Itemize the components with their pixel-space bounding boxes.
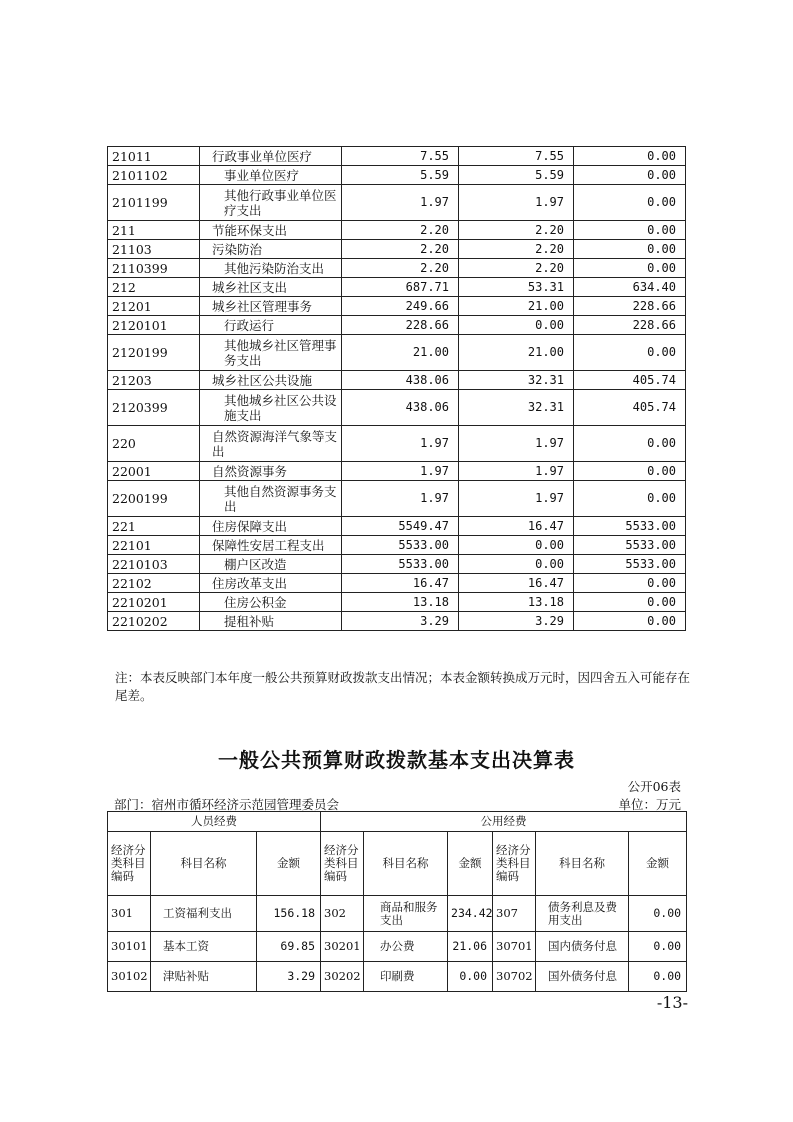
subject-code: 220 xyxy=(108,426,200,462)
table-row xyxy=(108,259,686,278)
personnel-amount: 3.29 xyxy=(257,962,321,992)
project-expenditure: 0.00 xyxy=(574,335,686,371)
public-code-2: 30701 xyxy=(493,932,536,962)
total-amount: 5549.47 xyxy=(342,517,459,536)
basic-expenditure: 1.97 xyxy=(459,462,574,481)
total-amount: 7.55 xyxy=(342,147,459,166)
personnel-code: 30102 xyxy=(108,962,151,992)
table-row xyxy=(108,185,686,221)
table-row xyxy=(108,932,687,962)
subject-name: 城乡社区管理事务 xyxy=(200,297,342,316)
subject-name: 城乡社区公共设施 xyxy=(200,371,342,390)
table-row xyxy=(108,481,686,517)
public-amount-2: 0.00 xyxy=(629,896,687,932)
total-amount: 1.97 xyxy=(342,462,459,481)
subject-code: 21103 xyxy=(108,240,200,259)
subject-name: 住房保障支出 xyxy=(200,517,342,536)
personnel-name: 工资福利支出 xyxy=(151,896,257,932)
header-amount-public: 金额 xyxy=(448,832,493,896)
subject-code: 221 xyxy=(108,517,200,536)
subject-code: 212 xyxy=(108,278,200,297)
subject-code: 2120101 xyxy=(108,316,200,335)
basic-expenditure: 2.20 xyxy=(459,259,574,278)
total-amount: 2.20 xyxy=(342,259,459,278)
public-name: 印刷费 xyxy=(364,962,448,992)
total-amount: 13.18 xyxy=(342,593,459,612)
subject-name: 事业单位医疗 xyxy=(200,166,342,185)
table-row xyxy=(108,612,686,631)
project-expenditure: 0.00 xyxy=(574,612,686,631)
subject-code: 2210201 xyxy=(108,593,200,612)
public-amount: 21.06 xyxy=(448,932,493,962)
total-amount: 21.00 xyxy=(342,335,459,371)
subject-code: 2101102 xyxy=(108,166,200,185)
personnel-amount: 69.85 xyxy=(257,932,321,962)
public-code-2: 307 xyxy=(493,896,536,932)
project-expenditure: 0.00 xyxy=(574,574,686,593)
basic-expenditure: 0.00 xyxy=(459,316,574,335)
total-amount: 1.97 xyxy=(342,426,459,462)
table-row xyxy=(108,371,686,390)
personnel-code: 30101 xyxy=(108,932,151,962)
subject-name: 行政运行 xyxy=(200,316,342,335)
subject-code: 211 xyxy=(108,221,200,240)
header-amount-public-2: 金额 xyxy=(629,832,687,896)
subject-name: 节能环保支出 xyxy=(200,221,342,240)
project-expenditure: 5533.00 xyxy=(574,517,686,536)
table-row xyxy=(108,390,686,426)
total-amount: 687.71 xyxy=(342,278,459,297)
personnel-code: 301 xyxy=(108,896,151,932)
project-expenditure: 228.66 xyxy=(574,316,686,335)
basic-expenditure: 0.00 xyxy=(459,555,574,574)
subject-name: 提租补贴 xyxy=(200,612,342,631)
table-row xyxy=(108,555,686,574)
basic-expenditure: 5.59 xyxy=(459,166,574,185)
public-code: 302 xyxy=(321,896,364,932)
basic-expenditure: 21.00 xyxy=(459,297,574,316)
subject-code: 22102 xyxy=(108,574,200,593)
subject-name: 其他污染防治支出 xyxy=(200,259,342,278)
total-amount: 2.20 xyxy=(342,221,459,240)
project-expenditure: 405.74 xyxy=(574,371,686,390)
subject-name: 棚户区改造 xyxy=(200,555,342,574)
header-code-personnel: 经济分类科目编码 xyxy=(108,832,151,896)
basic-expenditure: 2.20 xyxy=(459,221,574,240)
table-row xyxy=(108,574,686,593)
subject-code: 2101199 xyxy=(108,185,200,221)
group-header-personnel: 人员经费 xyxy=(108,812,321,832)
header-amount-personnel: 金额 xyxy=(257,832,321,896)
table-row xyxy=(108,278,686,297)
unit-label: 单位：万元 xyxy=(618,797,681,812)
project-expenditure: 0.00 xyxy=(574,259,686,278)
total-amount: 438.06 xyxy=(342,390,459,426)
basic-expenditure: 32.31 xyxy=(459,371,574,390)
page-number: -13- xyxy=(656,993,688,1012)
subject-code: 21011 xyxy=(108,147,200,166)
project-expenditure: 0.00 xyxy=(574,481,686,517)
project-expenditure: 0.00 xyxy=(574,147,686,166)
expenditure-table-body xyxy=(108,147,686,631)
total-amount: 228.66 xyxy=(342,316,459,335)
table-row xyxy=(108,517,686,536)
header-name-public: 科目名称 xyxy=(364,832,448,896)
public-code: 30202 xyxy=(321,962,364,992)
public-code-2: 30702 xyxy=(493,962,536,992)
subject-name: 其他自然资源事务支出 xyxy=(200,481,342,517)
public-name-2: 国外债务付息 xyxy=(536,962,629,992)
basic-expenditure: 1.97 xyxy=(459,481,574,517)
basic-expenditure: 13.18 xyxy=(459,593,574,612)
subject-name: 其他城乡社区公共设施支出 xyxy=(200,390,342,426)
project-expenditure: 0.00 xyxy=(574,426,686,462)
table-row xyxy=(108,536,686,555)
header-name-personnel: 科目名称 xyxy=(151,832,257,896)
public-amount-2: 0.00 xyxy=(629,932,687,962)
table-row xyxy=(108,147,686,166)
table-note: 注：本表反映部门本年度一般公共预算财政拨款支出情况；本表金额转换成万元时，因四舍五入可能存在尾差。 xyxy=(115,670,691,703)
total-amount: 1.97 xyxy=(342,481,459,517)
personnel-name: 基本工资 xyxy=(151,932,257,962)
public-code: 30201 xyxy=(321,932,364,962)
public-amount: 234.42 xyxy=(448,896,493,932)
subject-name: 自然资源事务 xyxy=(200,462,342,481)
total-amount: 438.06 xyxy=(342,371,459,390)
subject-code: 2120199 xyxy=(108,335,200,371)
basic-expenditure: 1.97 xyxy=(459,185,574,221)
total-amount: 5533.00 xyxy=(342,536,459,555)
subject-code: 2120399 xyxy=(108,390,200,426)
subject-name: 其他行政事业单位医疗支出 xyxy=(200,185,342,221)
subject-name: 行政事业单位医疗 xyxy=(200,147,342,166)
subject-name: 城乡社区支出 xyxy=(200,278,342,297)
project-expenditure: 634.40 xyxy=(574,278,686,297)
table-row xyxy=(108,335,686,371)
basic-expenditure: 2.20 xyxy=(459,240,574,259)
project-expenditure: 0.00 xyxy=(574,593,686,612)
subject-code: 2210103 xyxy=(108,555,200,574)
public-amount-2: 0.00 xyxy=(629,962,687,992)
project-expenditure: 0.00 xyxy=(574,240,686,259)
public-amount: 0.00 xyxy=(448,962,493,992)
total-amount: 1.97 xyxy=(342,185,459,221)
total-amount: 2.20 xyxy=(342,240,459,259)
expenditure-table-continued xyxy=(107,146,686,631)
basic-expenditure: 0.00 xyxy=(459,536,574,555)
subject-name: 住房公积金 xyxy=(200,593,342,612)
table-row xyxy=(108,896,687,932)
total-amount: 5.59 xyxy=(342,166,459,185)
project-expenditure: 228.66 xyxy=(574,297,686,316)
group-header-public: 公用经费 xyxy=(321,812,687,832)
table-row xyxy=(108,962,687,992)
subject-name: 污染防治 xyxy=(200,240,342,259)
header-code-public: 经济分类科目编码 xyxy=(321,832,364,896)
table-row xyxy=(108,426,686,462)
table-row xyxy=(108,316,686,335)
table-number: 公开06表 xyxy=(627,779,681,794)
public-name-2: 债务利息及费用支出 xyxy=(536,896,629,932)
table-row xyxy=(108,166,686,185)
subject-name: 自然资源海洋气象等支出 xyxy=(200,426,342,462)
subject-code: 2210202 xyxy=(108,612,200,631)
total-amount: 16.47 xyxy=(342,574,459,593)
public-name: 商品和服务支出 xyxy=(364,896,448,932)
department-label: 部门：宿州市循环经济示范园管理委员会 xyxy=(114,797,340,812)
basic-expenditure: 7.55 xyxy=(459,147,574,166)
table-row xyxy=(108,240,686,259)
subject-name: 保障性安居工程支出 xyxy=(200,536,342,555)
public-name-2: 国内债务付息 xyxy=(536,932,629,962)
personnel-name: 津贴补贴 xyxy=(151,962,257,992)
basic-expenditure: 1.97 xyxy=(459,426,574,462)
project-expenditure: 0.00 xyxy=(574,185,686,221)
basic-expenditure-table xyxy=(107,811,687,992)
subject-code: 22101 xyxy=(108,536,200,555)
basic-expenditure: 32.31 xyxy=(459,390,574,426)
header-name-public-2: 科目名称 xyxy=(536,832,629,896)
basic-expenditure: 21.00 xyxy=(459,335,574,371)
subject-code: 2200199 xyxy=(108,481,200,517)
project-expenditure: 5533.00 xyxy=(574,555,686,574)
total-amount: 3.29 xyxy=(342,612,459,631)
basic-expenditure: 16.47 xyxy=(459,574,574,593)
project-expenditure: 405.74 xyxy=(574,390,686,426)
basic-expenditure: 53.31 xyxy=(459,278,574,297)
header-code-public-2: 经济分类科目编码 xyxy=(493,832,536,896)
public-name: 办公费 xyxy=(364,932,448,962)
personnel-amount: 156.18 xyxy=(257,896,321,932)
basic-expenditure: 16.47 xyxy=(459,517,574,536)
subject-code: 2110399 xyxy=(108,259,200,278)
subject-name: 住房改革支出 xyxy=(200,574,342,593)
subject-name: 其他城乡社区管理事务支出 xyxy=(200,335,342,371)
basic-expenditure-body xyxy=(108,896,687,992)
total-amount: 249.66 xyxy=(342,297,459,316)
page-title: 一般公共预算财政拨款基本支出决算表 xyxy=(218,748,575,772)
project-expenditure: 5533.00 xyxy=(574,536,686,555)
basic-expenditure: 3.29 xyxy=(459,612,574,631)
subject-code: 21201 xyxy=(108,297,200,316)
total-amount: 5533.00 xyxy=(342,555,459,574)
table-row xyxy=(108,593,686,612)
project-expenditure: 0.00 xyxy=(574,462,686,481)
project-expenditure: 0.00 xyxy=(574,221,686,240)
table-row xyxy=(108,462,686,481)
subject-code: 22001 xyxy=(108,462,200,481)
project-expenditure: 0.00 xyxy=(574,166,686,185)
table-row xyxy=(108,221,686,240)
table-row xyxy=(108,297,686,316)
subject-code: 21203 xyxy=(108,371,200,390)
